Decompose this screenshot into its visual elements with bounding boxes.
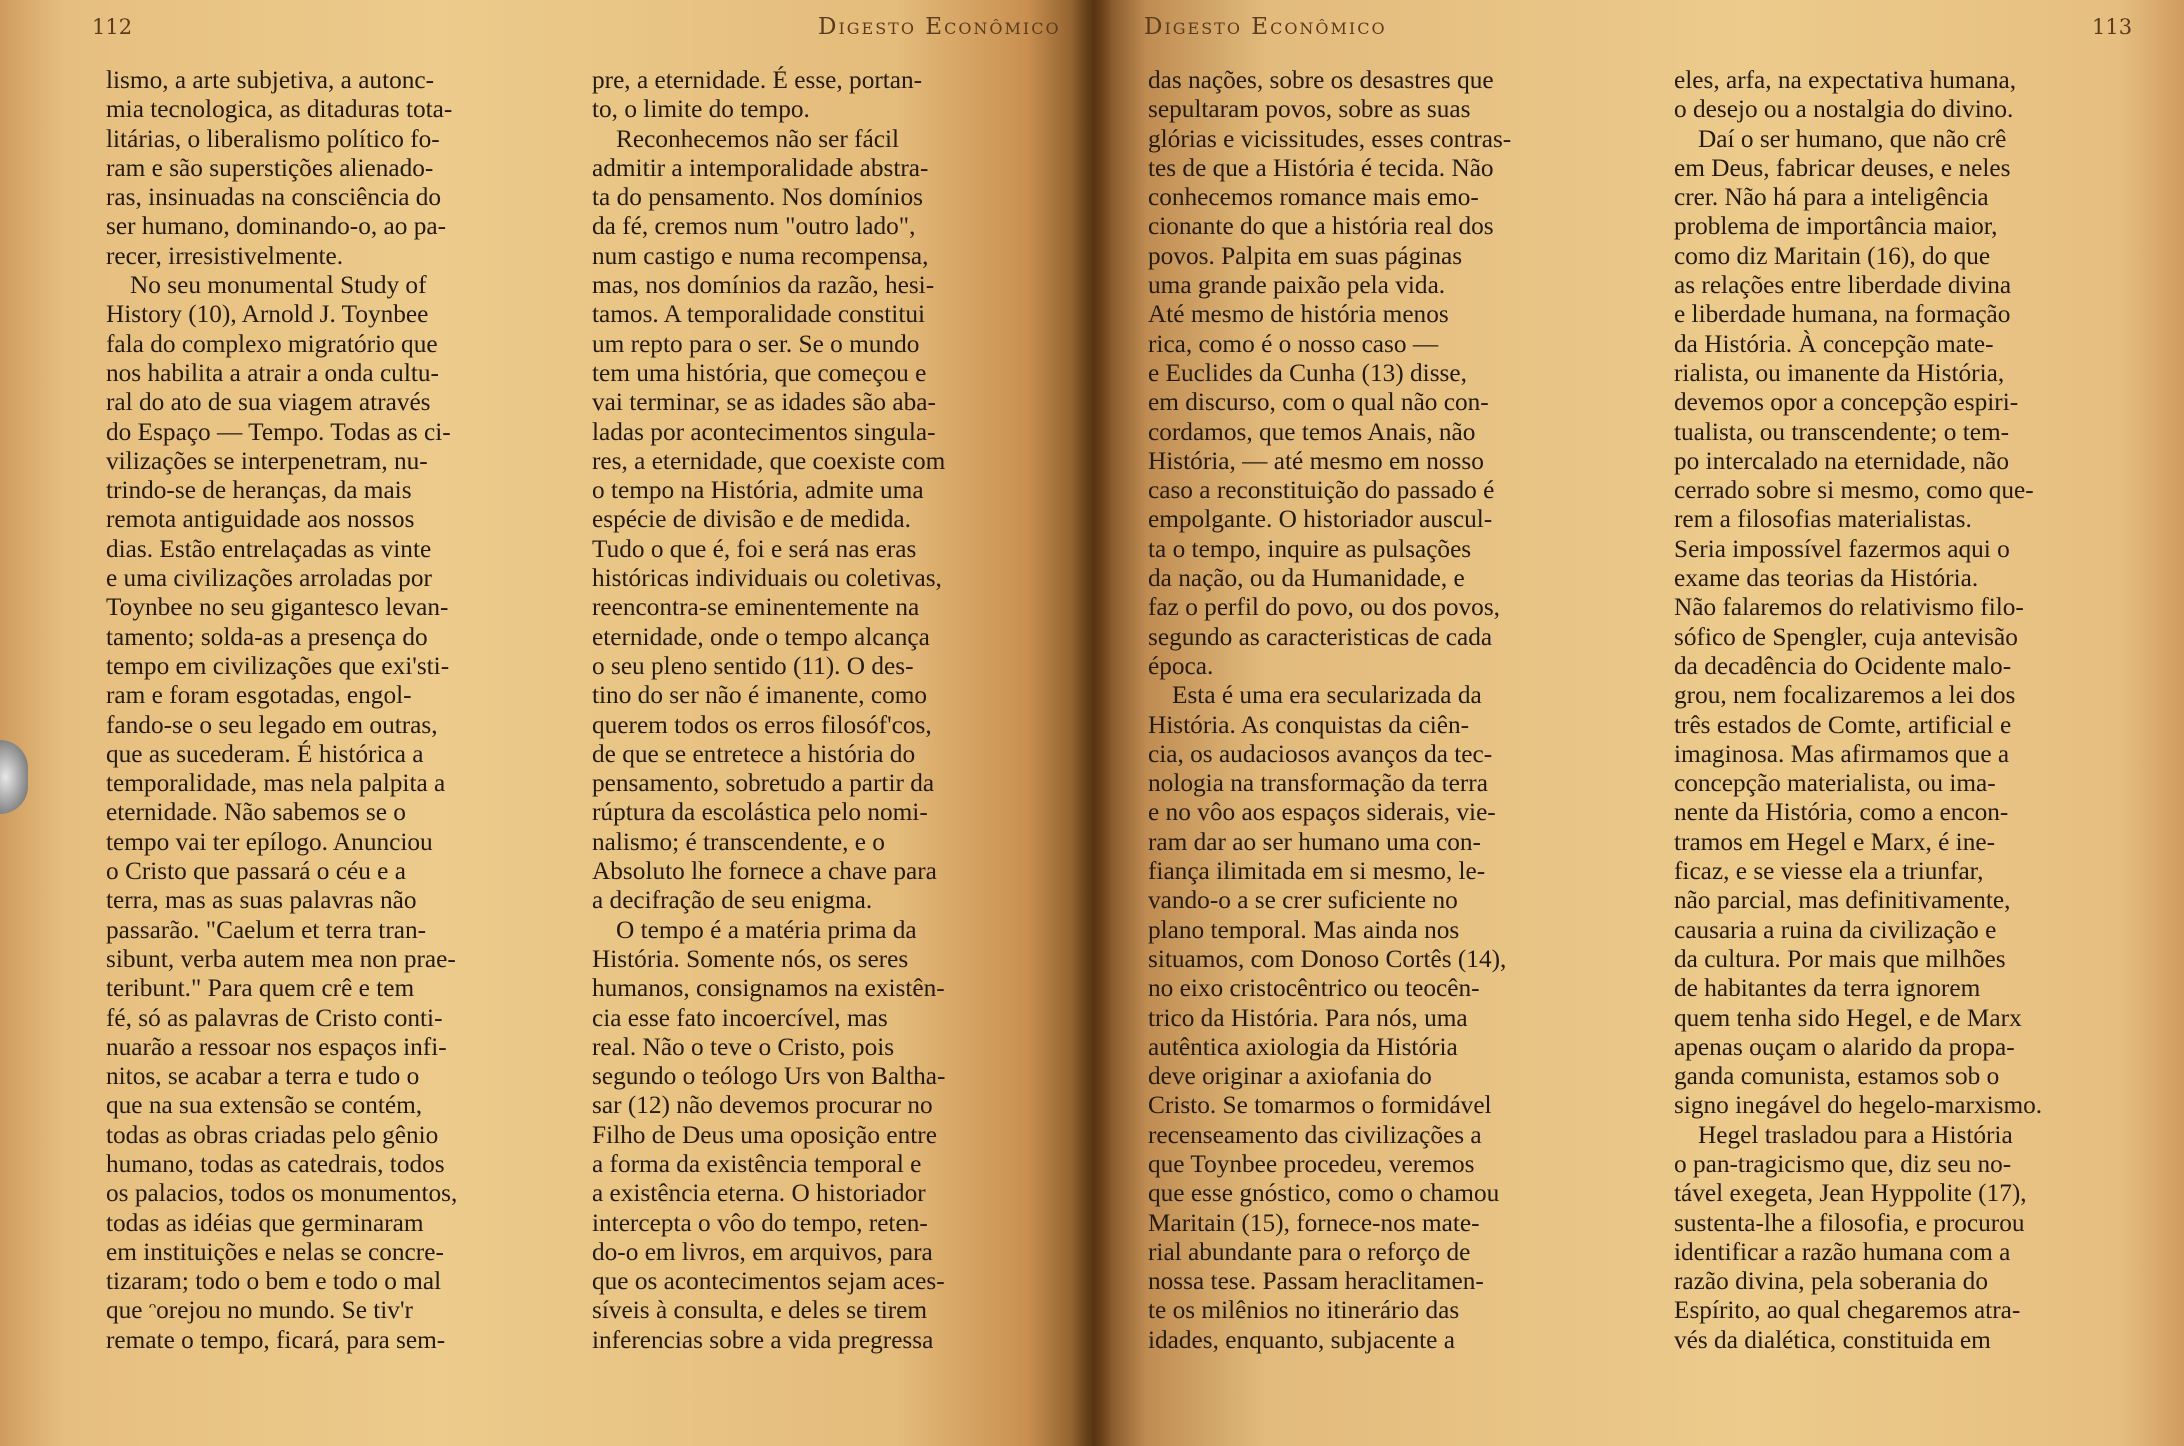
text-line: todas as obras criadas pelo gênio [106,1120,439,1149]
text-line: eternidade. Não sabemos se o [106,798,406,827]
text-line: Reconhecemos não ser fácil [616,124,900,153]
text-line: em instituições e nelas se concre- [106,1237,444,1266]
text-line: num castigo e numa recompensa, [592,241,929,270]
text-line: Até mesmo de história menos [1148,300,1449,329]
text-line: Filho de Deus uma oposição entre [592,1120,937,1149]
text-line: tes de que a História é tecida. Não [1148,153,1494,182]
text-line: eles, arfa, na expectativa humana, [1674,66,2017,94]
book-gutter [1072,0,1112,1446]
text-line: cerrado sobre si mesmo, como que- [1674,476,2034,505]
text-line: e liberdade humana, na formação [1674,300,2011,329]
text-line: ta o tempo, inquire as pulsações [1148,534,1472,563]
text-line: ram e foram esgotadas, engol- [106,681,412,710]
text-line: rúptura da escolástica pelo nomi- [592,798,928,827]
right-column-2 [1674,66,2134,1355]
text-line: tem uma história, que começou e [592,358,927,387]
text-line: fando-se o seu legado em outras, [106,710,438,739]
text-line: ser humano, dominando-o, ao pa- [106,212,447,241]
text-line: causaria a ruina da civilização e [1674,915,1997,944]
text-line: e uma civilizações arroladas por [106,564,432,593]
text-line: o seu pleno sentido (11). O des- [592,651,914,680]
text-line: o Cristo que passará o céu e a [106,857,406,886]
text-line: segundo as caracteristicas de cada [1148,622,1493,651]
text-line: rialista, ou imanente da História, [1674,358,2005,387]
text-line: em Deus, fabricar deuses, e neles [1674,153,2011,182]
text-line: que Toynbee procedeu, veremos [1148,1149,1475,1178]
text-line: Maritain (15), fornece-nos mate- [1148,1208,1480,1237]
text-line: sustenta-lhe a filosofia, e procurou [1674,1208,2025,1237]
text-line: não parcial, mas definitivamente, [1674,886,2011,915]
text-line: res, a eternidade, que coexiste com [592,446,946,475]
text-line: de habitantes da terra ignorem [1674,974,1981,1003]
text-line: e no vôo aos espaços siderais, vie- [1148,798,1496,827]
text-line: uma grande paixão pela vida. [1148,271,1446,300]
text-line: fé, só as palavras de Cristo conti- [106,1003,443,1032]
text-line: devemos opor a concepção espiri- [1674,388,2019,417]
text-line: vilizações se interpenetram, nu- [106,446,428,475]
text-line: Absoluto lhe fornece a chave para [592,857,937,886]
text-line: problema de importância maior, [1674,212,1998,241]
text-line: tável exegeta, Jean Hyppolite (17), [1674,1179,2027,1208]
text-line: cordamos, que temos Anais, não [1148,417,1476,446]
text-line: crer. Não há para a inteligência [1674,183,1989,212]
text-line: exame das teorias da História. [1674,564,1979,593]
text-line: Tudo o que é, foi e será nas eras [592,534,917,563]
text-line: da decadência do Ocidente malo- [1674,651,2012,680]
text-line: das nações, sobre os desastres que [1148,66,1494,94]
text-line: Não falaremos do relativismo filo- [1674,593,2024,622]
text-line: humano, todas as catedrais, todos [106,1149,445,1178]
text-line: dias. Estão entrelaçadas as vinte [106,534,432,563]
text-line: o pan-tragicismo que, diz seu no- [1674,1149,2012,1178]
text-line: ficaz, e se viesse ela a triunfar, [1674,857,1984,886]
text-line: Toynbee no seu gigantesco levan- [106,593,449,622]
right-column-1 [1148,66,1616,1355]
text-line: imaginosa. Mas afirmamos que a [1674,739,2010,768]
right-page-header [1092,10,2184,44]
text-line: rica, como é o nosso caso — [1148,329,1439,358]
text-line: que os acontecimentos sejam aces- [592,1267,945,1296]
text-line: tamos. A temporalidade constitui [592,300,926,329]
text-line: tizaram; todo o bem e todo o mal [106,1267,442,1296]
text-line: três estados de Comte, artificial e [1674,710,2012,739]
text-line: lismo, a arte subjetiva, a autonc- [106,66,435,94]
text-line: deve originar a axiofania do [1148,1062,1432,1091]
text-line: e Euclides da Cunha (13) disse, [1148,358,1467,387]
text-line: História. Somente nós, os seres [592,944,909,973]
text-line: grou, nem focalizaremos a lei dos [1674,681,2016,710]
text-line: sibunt, verba autem mea non prae- [106,944,456,973]
text-line: quem tenha sido Hegel, e de Marx [1674,1003,2022,1032]
text-line: identificar a razão humana com a [1674,1237,2011,1266]
text-line: História, — até mesmo em nosso [1148,446,1484,475]
text-line: tino do ser não é imanente, como [592,681,928,710]
right-page-number: 113 [2092,15,2133,39]
text-line: a decifração de seu enigma. [592,886,873,915]
text-line: nos habilita a atrair a onda cultu- [106,358,439,387]
text-line: tamento; solda-as a presença do [106,622,428,651]
text-line: fala do complexo migratório que [106,329,438,358]
text-line: vai terminar, se as idades são aba- [592,388,936,417]
text-line: no eixo cristocêntrico ou teocên- [1148,974,1480,1003]
text-line: querem todos os erros filosóf'cos, [592,710,932,739]
text-line: rial abundante para o reforço de [1148,1237,1471,1266]
text-line: signo inegável do hegelo-marxismo. [1674,1091,2043,1120]
text-line: a forma da existência temporal e [592,1149,922,1178]
text-line: da fé, cremos num "outro lado", [592,212,916,241]
text-line: o desejo ou a nostalgia do divino. [1674,95,2014,124]
text-line: tempo em civilizações que exi'sti- [106,651,450,680]
text-line: da cultura. Por mais que milhões [1674,944,2006,973]
text-line: temporalidade, mas nela palpita a [106,769,446,798]
text-line: todas as idéias que germinaram [106,1208,424,1237]
text-line: ral do ato de sua viagem através [106,388,431,417]
text-line: eternidade, onde o tempo alcança [592,622,930,651]
text-line: nente da História, como a encon- [1674,798,2009,827]
text-line: que na sua extensão se contém, [106,1091,423,1120]
text-line: tempo vai ter epílogo. Anunciou [106,827,433,856]
text-line: ram dar ao ser humano uma con- [1148,827,1481,856]
text-line: empolgante. O historiador auscul- [1148,505,1493,534]
text-line: da nação, ou da Humanidade, e [1148,564,1465,593]
text-line: nologia na transformação da terra [1148,769,1488,798]
text-line: recenseamento das civilizações a [1148,1120,1482,1149]
left-running-head: Digesto Econômico [818,14,1061,40]
text-line: recer, irresistivelmente. [106,241,344,270]
text-line: No seu monumental Study of [130,271,427,300]
text-line: que esse gnóstico, como o chamou [1148,1179,1500,1208]
text-line: admitir a intemporalidade abstra- [592,153,929,182]
text-line: inferencias sobre a vida pregressa [592,1325,934,1354]
text-line: nossa tese. Passam heraclitamen- [1148,1267,1484,1296]
text-line: apenas ouçam o alarido da propa- [1674,1032,2015,1061]
text-line: a existência eterna. O historiador [592,1179,926,1208]
left-column-2 [592,66,1060,1355]
text-line: Espírito, ao qual chegaremos atra- [1674,1296,2021,1325]
text-line: Cristo. Se tomarmos o formidável [1148,1091,1492,1120]
text-line: ram e são superstições alienado- [106,153,434,182]
text-line: po intercalado na eternidade, não [1674,446,2010,475]
right-page [1092,0,2184,1446]
text-line: Esta é uma era secularizada da [1172,681,1482,710]
text-line: te os milênios no itinerário das [1148,1296,1460,1325]
text-line: fiança ilimitada em si mesmo, le- [1148,857,1486,886]
text-line: litárias, o liberalismo político fo- [106,124,440,153]
text-line: Daí o ser humano, que não crê [1698,124,2007,153]
text-line: ta do pensamento. Nos domínios [592,183,923,212]
text-line: os palacios, todos os monumentos, [106,1179,458,1208]
text-line: caso a reconstituição do passado é [1148,476,1495,505]
text-line: as relações entre liberdade divina [1674,271,2012,300]
text-line: remota antiguidade aos nossos [106,505,415,534]
left-column-1 [106,66,556,1355]
text-line: mia tecnologica, as ditaduras tota- [106,95,453,124]
text-line: espécie de divisão e de medida. [592,505,911,534]
text-line: época. [1148,651,1214,680]
text-line: ladas por acontecimentos singula- [592,417,936,446]
text-line: ras, insinuadas na consciência do [106,183,442,212]
text-line: humanos, consignamos na existên- [592,974,945,1003]
text-line: situamos, com Donoso Cortês (14), [1148,944,1507,973]
text-line: ganda comunista, estamos sob o [1674,1062,2000,1091]
text-line: povos. Palpita em suas páginas [1148,241,1463,270]
text-line: nitos, se acabar a terra e tudo o [106,1062,420,1091]
text-line: sófico de Spengler, cuja antevisão [1674,622,2018,651]
left-page-header [0,10,1092,44]
text-line: Hegel trasladou para a História [1698,1120,2013,1149]
text-line: passarão. "Caelum et terra tran- [106,915,427,944]
text-line: um repto para o ser. Se o mundo [592,329,920,358]
text-line: concepção materialista, ou ima- [1674,769,1996,798]
text-line: pre, a eternidade. É esse, portan- [592,66,923,94]
text-line: em discurso, com o qual não con- [1148,388,1489,417]
text-line: o tempo na História, admite uma [592,476,924,505]
text-line: do Espaço — Tempo. Todas as ci- [106,417,451,446]
text-line: síveis à consulta, e deles se tirem [592,1296,928,1325]
text-line: cia esse fato incoercível, mas [592,1003,888,1032]
text-line: do-o em livros, em arquivos, para [592,1237,933,1266]
text-line: vando-o a se crer suficiente no [1148,886,1458,915]
text-line: sepultaram povos, sobre as suas [1148,95,1471,124]
text-line: glórias e vicissitudes, esses contras- [1148,124,1512,153]
text-line: como diz Maritain (16), do que [1674,241,1991,270]
text-line: Seria impossível fazermos aqui o [1674,534,2010,563]
text-line: históricas individuais ou coletivas, [592,564,942,593]
text-line: idades, enquanto, subjacente a [1148,1325,1455,1354]
text-line: O tempo é a matéria prima da [616,915,917,944]
text-line: History (10), Arnold J. Toynbee [106,300,429,329]
text-line: remate o tempo, ficará, para sem- [106,1325,446,1354]
left-page-number: 112 [92,15,133,39]
text-line: vés da dialética, constituida em [1674,1325,1991,1354]
text-line: nalismo; é transcendente, e o [592,827,885,856]
text-line: pensamento, sobretudo a partir da [592,769,935,798]
text-line: intercepta o vôo do tempo, reten- [592,1208,928,1237]
text-line: autêntica axiologia da História [1148,1032,1458,1061]
text-line: to, o limite do tempo. [592,95,810,124]
text-line: faz o perfil do povo, ou dos povos, [1148,593,1500,622]
text-line: trico da História. Para nós, uma [1148,1003,1468,1032]
text-line: História. As conquistas da ciên- [1148,710,1470,739]
text-line: reencontra-se eminentemente na [592,593,920,622]
text-line: que ᵔorejou no mundo. Se tiv'r [106,1296,413,1325]
right-running-head: Digesto Econômico [1144,14,1387,40]
text-line: plano temporal. Mas ainda nos [1148,915,1460,944]
text-line: segundo o teólogo Urs von Baltha- [592,1062,946,1091]
text-line: razão divina, pela soberania do [1674,1267,1988,1296]
text-line: da História. À concepção mate- [1674,329,1994,358]
text-line: terra, mas as suas palavras não [106,886,417,915]
text-line: tramos em Hegel e Marx, é ine- [1674,827,1996,856]
text-line: de que se entretece a história do [592,739,916,768]
text-line: teribunt." Para quem crê e tem [106,974,415,1003]
text-line: nuarão a ressoar nos espaços infi- [106,1032,447,1061]
text-line: mas, nos domínios da razão, hesi- [592,271,935,300]
text-line: que as sucederam. É histórica a [106,739,424,768]
text-line: conhecemos romance mais emo- [1148,183,1479,212]
text-line: cia, os audaciosos avanços da tec- [1148,739,1493,768]
text-line: sar (12) não devemos procurar no [592,1091,933,1120]
text-line: tualista, ou transcendente; o tem- [1674,417,2010,446]
text-line: rem a filosofias materialistas. [1674,505,1972,534]
text-line: trindo-se de heranças, da mais [106,476,412,505]
text-line: real. Não o teve o Cristo, pois [592,1032,895,1061]
text-line: cionante do que a história real dos [1148,212,1494,241]
